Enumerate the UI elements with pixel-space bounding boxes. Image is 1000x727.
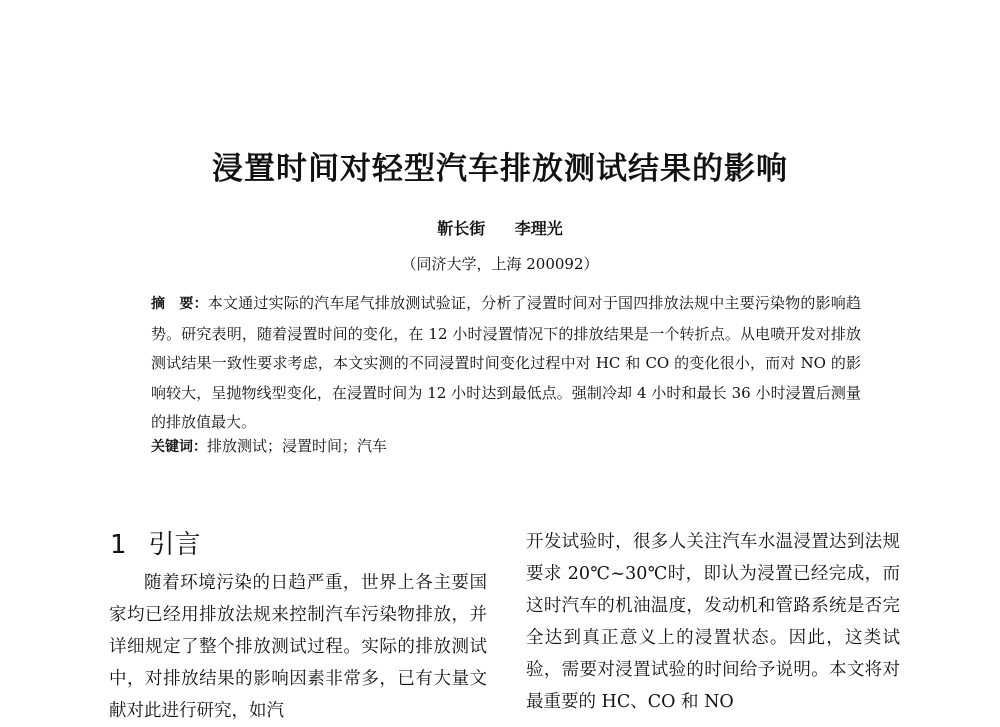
paper-title: 浸置时间对轻型汽车排放测试结果的影响 xyxy=(212,151,788,187)
abstract-text: 本文通过实际的汽车尾气排放测试验证，分析了浸置时间对于国四排放法规中主要污染物的影响趋势。研究表明，随着浸置时间的变化，在 12 小时浸置情况下的排放结果是一个转折点。从电喷开发对排放测试结果一致性要求考虑，本文实测的不同浸置时间变化过程中对 HC 和 CO 的变化很小，而对 NO 的影响较大，呈抛物线型变化，在浸置时间为 12 小时达到最低点。强制冷却 4 小时和最长 36 小时浸置后测量的排放值最大。 xyxy=(151,294,861,431)
affiliation: （同济大学，上海 200092） xyxy=(401,255,599,273)
section-title: 引言 xyxy=(148,530,201,560)
body-column-right xyxy=(526,526,900,718)
keywords-text: 排放测试；浸置时间；汽车 xyxy=(207,437,388,455)
abstract xyxy=(151,289,861,438)
author-list xyxy=(0,216,1000,239)
keywords xyxy=(151,435,861,456)
section-heading xyxy=(110,524,201,561)
author-name: 靳长街 xyxy=(437,219,486,238)
body-column-left xyxy=(109,567,487,727)
body-paragraph: 随着环境污染的日趋严重，世界上各主要国家均已经用排放法规来控制汽车污染物排放，并详细规定了整个排放测试过程。实际的排放测试中，对排放结果的影响因素非常多，已有大量文献对此进行研究，如汽 xyxy=(109,573,487,721)
section-number: 1 xyxy=(110,530,127,560)
keywords-label: 关键词： xyxy=(151,439,207,455)
abstract-label: 摘 要： xyxy=(151,296,208,312)
author-name: 李理光 xyxy=(514,219,563,238)
body-paragraph: 开发试验时，很多人关注汽车水温浸置达到法规要求 20℃~30℃时，即认为浸置已经完成，而这时汽车的机油温度，发动机和管路系统是否完全达到真正意义上的浸置状态。因此，这类试验，需要对浸置试验的时间给予说明。本文将对最重要的 HC、CO 和 NO xyxy=(526,532,900,712)
